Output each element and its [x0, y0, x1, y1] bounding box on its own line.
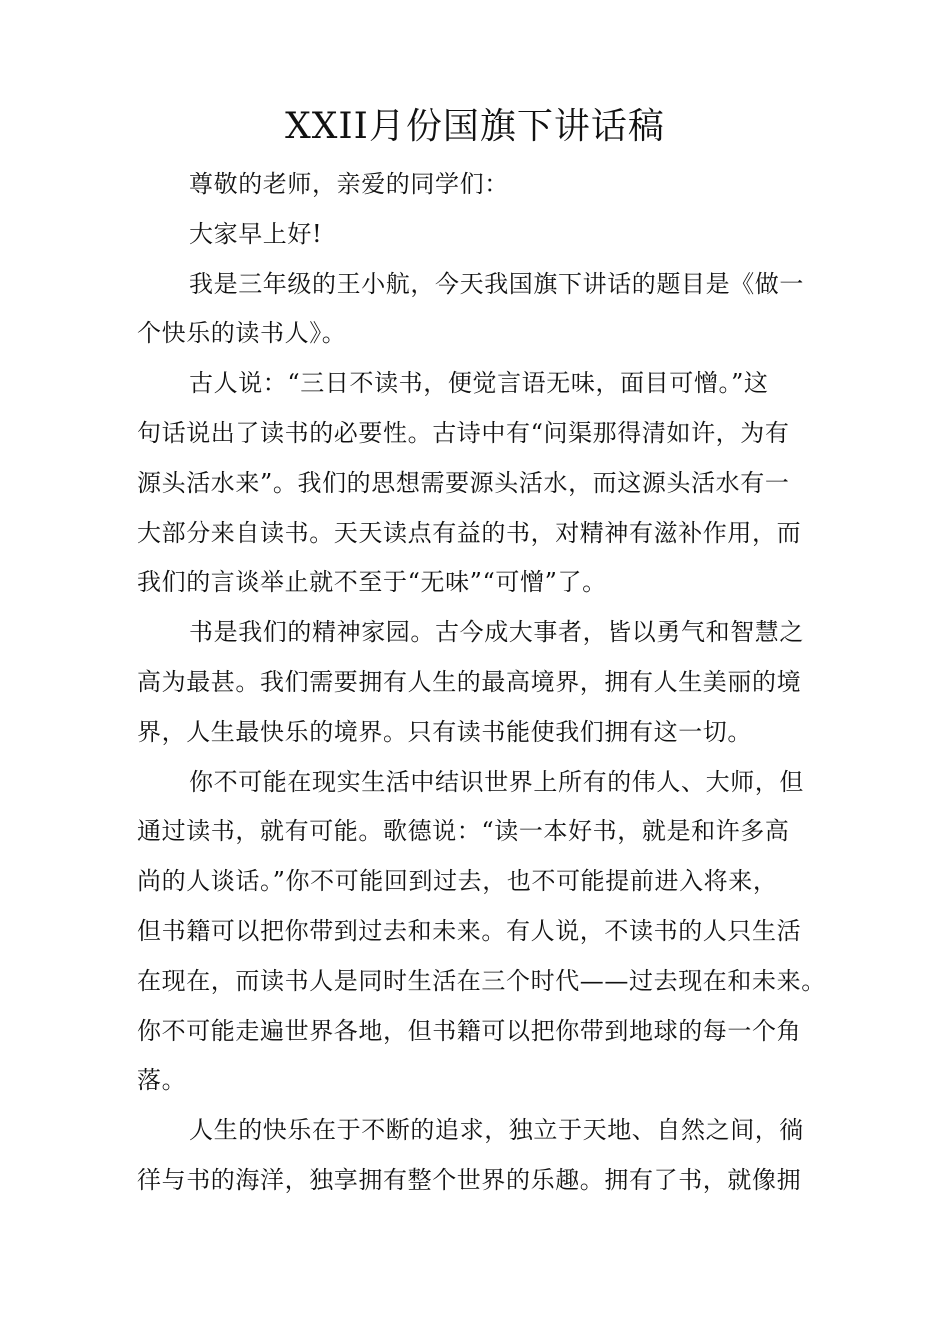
body-line: 在现在，而读书人是同时生活在三个时代——过去现在和未来。	[137, 966, 826, 995]
body-line: 尊敬的老师，亲爱的同学们：	[189, 170, 509, 198]
body-line: 大家早上好!	[189, 219, 323, 248]
body-line: 徉与书的海洋，独享拥有整个世界的乐趣。拥有了书，就像拥	[137, 1165, 802, 1194]
body-line: 大部分来自读书。天天读点有益的书，对精神有滋补作用，而	[137, 518, 802, 547]
body-line: 我们的言谈举止就不至于“无味”“可憎”了。	[137, 568, 607, 597]
document-title: XXII月份国旗下讲话稿	[285, 106, 665, 147]
body-line: 高为最甚。我们需要拥有人生的最高境界，拥有人生美丽的境	[137, 667, 802, 696]
body-line: 书是我们的精神家园。古今成大事者，皆以勇气和智慧之	[189, 618, 804, 647]
body-line: 落。	[137, 1066, 187, 1095]
body-line: 源头活水来”。我们的思想需要源头活水，而这源头活水有一	[137, 468, 790, 497]
body-line: 但书籍可以把你带到过去和未来。有人说，不读书的人只生活	[137, 916, 802, 945]
body-line: 你不可能走遍世界各地，但书籍可以把你带到地球的每一个角	[137, 1016, 802, 1045]
body-line: 你不可能在现实生活中结识世界上所有的伟人、大师，但	[189, 767, 804, 796]
body-line: 界，人生最快乐的境界。只有读书能使我们拥有这一切。	[137, 717, 752, 746]
body-line: 通过读书，就有可能。歌德说：“读一本好书，就是和许多高	[137, 817, 790, 846]
body-line: 古人说：“三日不读书，便觉言语无味，面目可憎。”这	[189, 369, 769, 398]
body-line: 尚的人谈话。”你不可能回到过去，也不可能提前进入将来，	[137, 867, 778, 896]
body-line: 个快乐的读书人》。	[137, 319, 347, 348]
body-line: 句话说出了读书的必要性。古诗中有“问渠那得清如许，为有	[137, 418, 790, 447]
document-body	[137, 160, 837, 1206]
body-line: 人生的快乐在于不断的追求，独立于天地、自然之间，徜	[189, 1116, 804, 1145]
body-line: 我是三年级的王小航，今天我国旗下讲话的题目是《做一	[189, 269, 804, 298]
